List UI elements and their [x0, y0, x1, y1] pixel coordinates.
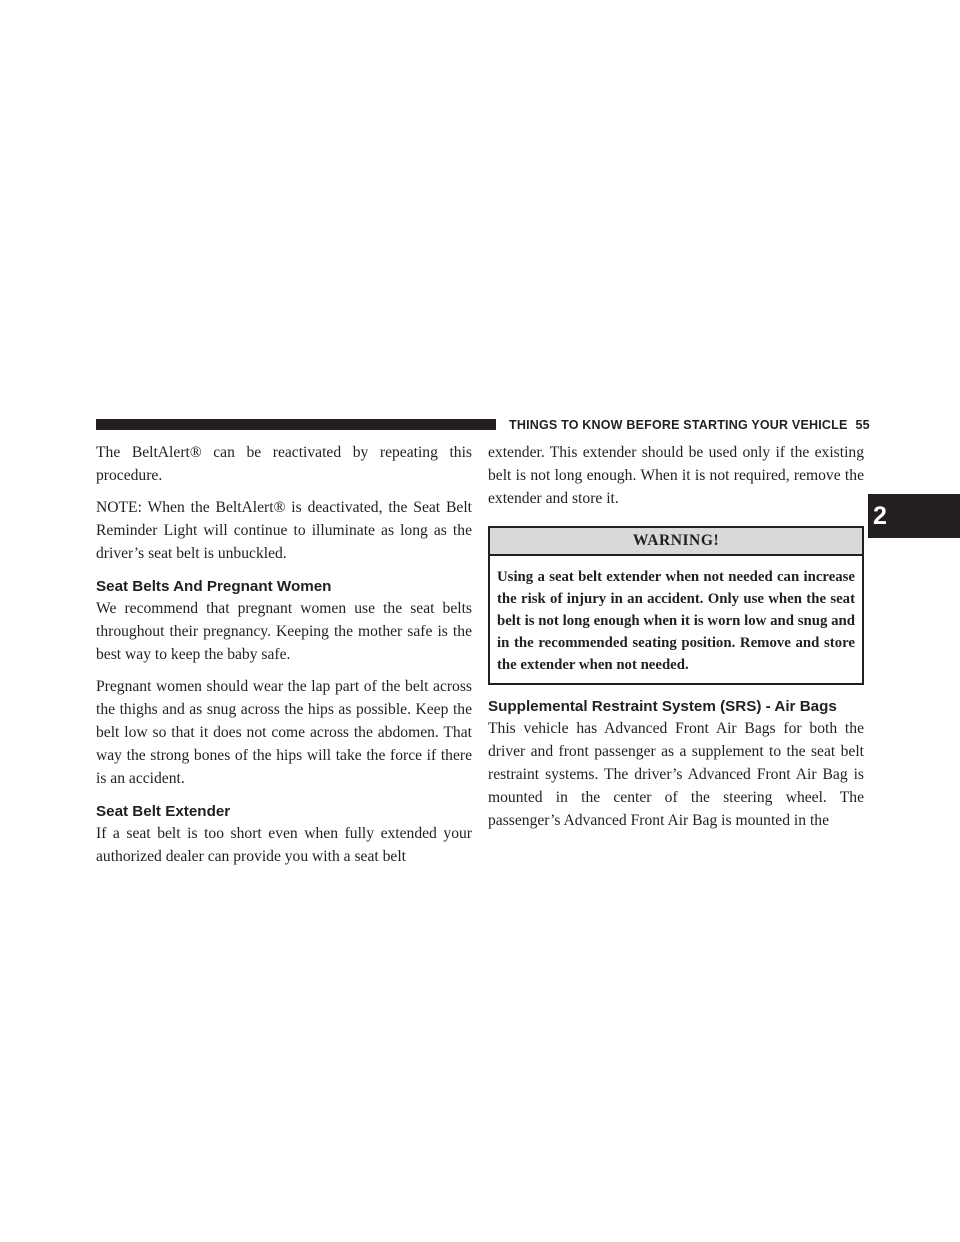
warning-title: WARNING! [490, 528, 862, 556]
srs-paragraph: This vehicle has Advanced Front Air Bags for both the driver and front passenger as a supplement to the seat belt restraint systems. The driver’s Advanced Front Air Bag is mounted in the center of the steering wheel. The passenger’s Advanced Front Air Bag is mounted in the [488, 720, 864, 829]
heading-srs-air-bags: Supplemental Restraint System (SRS) - Air Bags [488, 698, 837, 715]
reactivate-paragraph: The BeltAlert® can be reactivated by repeating this procedure. [96, 444, 472, 484]
chapter-tab: 2 [868, 494, 960, 538]
right-column [488, 441, 864, 832]
running-header [509, 418, 870, 432]
pregnant-paragraph-2: Pregnant women should wear the lap part of the belt across the thighs and as snug across the hips as possible. Keep the belt low so that it does not come across the abdomen. That way the strong bones of the hips will take the force if there is an accident. [96, 678, 472, 787]
pregnant-paragraph-1: We recommend that pregnant women use the seat belts throughout their pregnancy. Keeping the mother safe is the best way to keep the baby safe. [96, 600, 472, 663]
note-text: When the BeltAlert® is deactivated, the Seat Belt Reminder Light will continue to illuminate as long as the driver’s seat belt is unbuckled. [96, 499, 472, 562]
warning-box [488, 526, 864, 685]
section-title: THINGS TO KNOW BEFORE STARTING YOUR VEHICLE [509, 418, 848, 432]
extender-paragraph-continued: extender. This extender should be used only if the existing belt is not long enough. When it is not required, remove the extender and store it. [488, 444, 864, 507]
extender-paragraph: If a seat belt is too short even when fully extended your authorized dealer can provide you with a seat belt [96, 825, 472, 865]
note-paragraph [96, 496, 472, 565]
heading-belt-extender: Seat Belt Extender [96, 803, 231, 820]
header-rule [96, 419, 496, 430]
note-label: NOTE: [96, 499, 142, 516]
warning-text: Using a seat belt extender when not needed can increase the risk of injury in an accident. Only use when the seat belt is not long enough when it is worn low and snug and in the recommended seating position. Remove and store the extender when not needed. [497, 569, 855, 673]
left-column [96, 441, 472, 868]
heading-pregnant-women: Seat Belts And Pregnant Women [96, 578, 332, 595]
page-number: 55 [855, 418, 870, 432]
